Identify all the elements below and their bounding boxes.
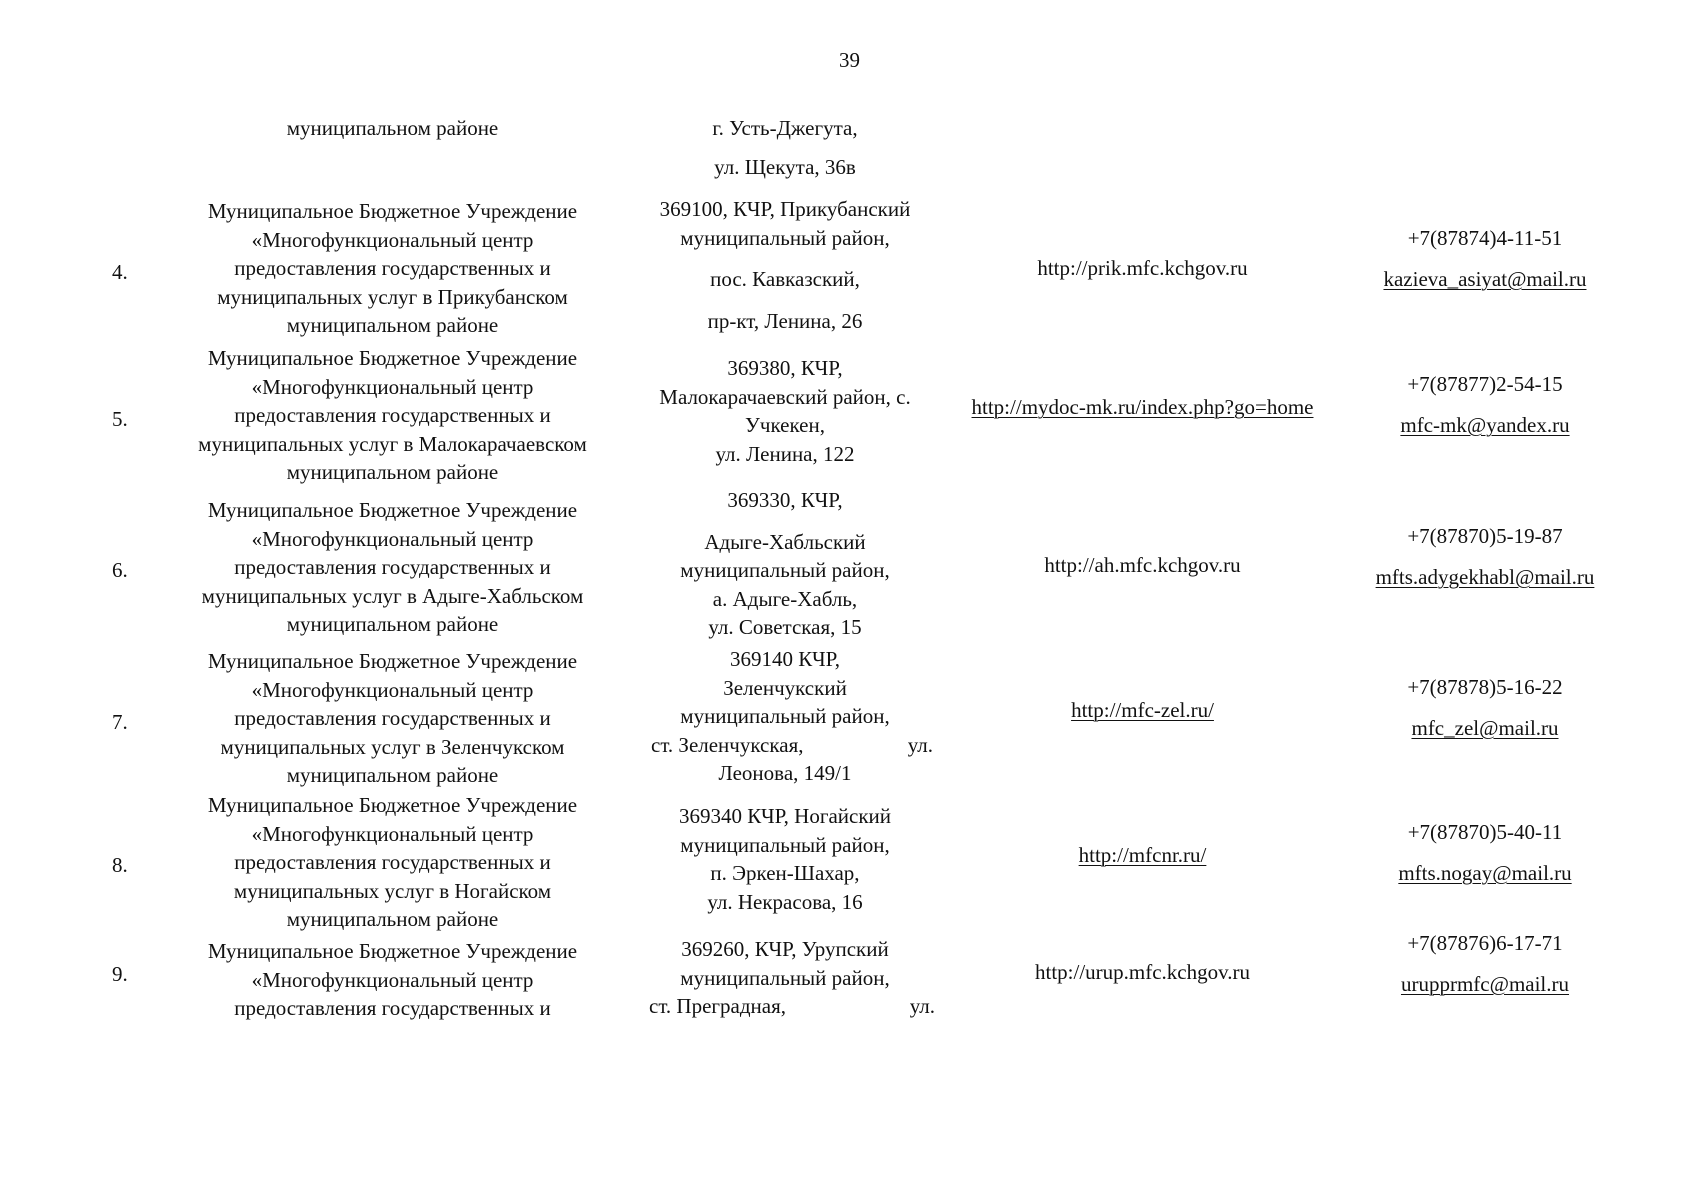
row-number: 7. (112, 710, 128, 734)
email-link[interactable]: kazieva_asiyat@mail.ru (1383, 266, 1587, 291)
row-number: 9. (112, 962, 128, 986)
row-number: 4. (112, 260, 128, 284)
organization-name: Муниципальное Бюджетное Учреждение «Многофункциональный центр предоставления государственных и муниципальных услуг в Прикубанском муниципальном районе (207, 199, 578, 337)
phone: +7(87870)5-40-11 (1407, 820, 1563, 844)
email-link[interactable]: mfc-mk@yandex.ru (1400, 412, 1570, 437)
contact (1340, 818, 1630, 887)
email-link[interactable]: mfts.nogay@mail.ru (1398, 860, 1572, 885)
address: 369330, КЧР, Адыге-Хабльский муниципальный район, а. Адыге-Хабль, ул. Советская, 15 (680, 488, 890, 639)
email-link[interactable]: mfc_zel@mail.ru (1411, 715, 1559, 740)
row-number: 5. (112, 407, 128, 431)
organization-name: Муниципальное Бюджетное Учреждение «Многофункциональный центр предоставления государственных и муниципальных услуг в Малокарачаевском муниципальном районе (198, 346, 587, 484)
phone: +7(87870)5-19-87 (1407, 524, 1563, 548)
website-link[interactable]: http://ah.mfc.kchgov.ru (1044, 553, 1241, 577)
website-link[interactable]: http://urup.mfc.kchgov.ru (1034, 960, 1250, 984)
email-link[interactable]: mfts.adygekhabl@mail.ru (1375, 564, 1595, 589)
page-number: 39 (839, 48, 860, 72)
phone: +7(87874)4-11-51 (1407, 226, 1563, 250)
website-link[interactable]: http://mfcnr.ru/ (1078, 843, 1207, 867)
organization-name: Муниципальное Бюджетное Учреждение «Многофункциональный центр предоставления государственных и (207, 939, 578, 1020)
address: 369340 КЧР, Ногайский муниципальный район, п. Эркен-Шахар, ул. Некрасова, 16 (678, 804, 892, 914)
contact (1340, 370, 1630, 439)
contact (1340, 673, 1630, 742)
address-continuation-line-1: г. Усть-Джегута, (712, 116, 858, 140)
row-number: 6. (112, 558, 128, 582)
organization-name: Муниципальное Бюджетное Учреждение «Многофункциональный центр предоставления государственных и муниципальных услуг в Адыге-Хабльском муниципальном районе (201, 498, 584, 636)
contact (1340, 224, 1630, 293)
address: 369140 КЧР, Зеленчукский муниципальный район, ст. Зеленчукская, ул. Леонова, 149/1 (651, 647, 933, 785)
website-link[interactable]: http://mydoc-mk.ru/index.php?go=home (971, 395, 1314, 419)
phone: +7(87877)2-54-15 (1407, 372, 1563, 396)
org-continuation: муниципальном районе (286, 116, 499, 140)
address-continuation-line-2: ул. Щекута, 36в (714, 155, 856, 179)
phone: +7(87878)5-16-22 (1407, 675, 1563, 699)
organization-name: Муниципальное Бюджетное Учреждение «Многофункциональный центр предоставления государственных и муниципальных услуг в Зеленчукском муниципальном районе (207, 649, 578, 787)
address: 369100, КЧР, Прикубанский муниципальный район, пос. Кавказский, пр-кт, Ленина, 26 (659, 197, 911, 333)
row-number: 8. (112, 853, 128, 877)
website-link[interactable]: http://mfc-zel.ru/ (1071, 698, 1214, 722)
address: 369380, КЧР, Малокарачаевский район, с. Учкекен, ул. Ленина, 122 (659, 356, 911, 466)
contact (1340, 522, 1630, 591)
organization-name: Муниципальное Бюджетное Учреждение «Многофункциональный центр предоставления государственных и муниципальных услуг в Ногайском муниципальном районе (207, 793, 578, 931)
website-link[interactable]: http://prik.mfc.kchgov.ru (1037, 256, 1248, 280)
email-link[interactable]: urupprmfc@mail.ru (1400, 971, 1570, 996)
address: 369260, КЧР, Урупский муниципальный район, ст. Преградная, ул. (649, 937, 935, 1018)
contact (1340, 929, 1630, 998)
phone: +7(87876)6-17-71 (1407, 931, 1563, 955)
